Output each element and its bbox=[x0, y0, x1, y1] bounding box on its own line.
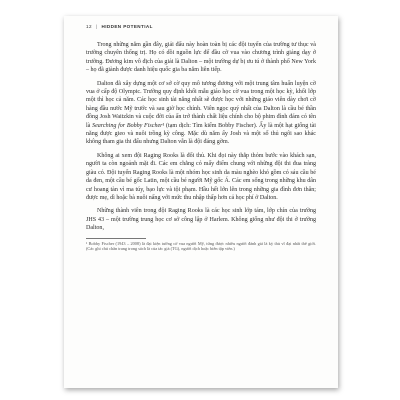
book-title: HIDDEN POTENTIAL bbox=[101, 24, 153, 29]
film-title: Searching for Bobby Fischer bbox=[92, 122, 163, 129]
book-page bbox=[64, 16, 338, 388]
footnote-divider bbox=[86, 238, 146, 239]
paragraph-2-suffix: ¹ (tạm dịch: Tìm kiếm Bobby Fischer). Ấy là một hạt giống tài năng được gieo và nuôi trồng kỳ công. Mặc dù năm ấy Josh và một số thủ ngôi sao khác không tham gia thi đấu nhưng Dalton vẫn là đội đáng gờm. bbox=[86, 122, 316, 146]
page-number: 12 bbox=[86, 24, 92, 29]
footnote: ¹ Bobby Fischer (1943 – 2008) là đại kiện tướng cờ vua người Mỹ, từng được nhiều người đánh giá là kỳ thủ vĩ đại nhất thế giới. (Các ghi chú chân trang trong sách là của tác giả (TG), người dịch hoặc biên tập viên.) bbox=[86, 240, 316, 251]
page-content bbox=[64, 16, 338, 388]
paragraph-4: Những thành viên trong đội Raging Rooks là các học sinh lớp tám, lớp chín của trường JHS 43 – một trường trung học cơ sở công lập ở Harlem. Không giống như đội thi ở trường Dalton, bbox=[86, 208, 316, 232]
paragraph-3: Không ai xem đội Raging Rooks là đối thủ. Khi đọi này thắp thỏm bước vào khách sạn, người ta còn ngoảnh mặt đi. Các em chẳng có mấy điểm chung với những đội thi đua tràng giàu có. Đội tuyển Raging Rooks là một nhóm học sinh da màu nghèo khó gồm có sáu cầu bé da đen, một cầu bé gốc Latin, một cầu bé người Mỹ gốc Á. Các em sống trong những khu dân cư hoang tàn vì ma túy, bạo lực và tội phạm. Hầu hết lớn lên trong những gia đình đơn thân; được mẹ, dì hoặc bà nuôi nấng với mức thu nhập thấp hơn cả học phí ở Dalton. bbox=[86, 152, 316, 201]
header-separator: | bbox=[95, 24, 98, 29]
body-text bbox=[86, 41, 316, 233]
running-header bbox=[86, 24, 316, 29]
paragraph-2-text: Dalton đã xây dựng một cơ sở cờ quy mô tương đương với một trung tâm huấn luyện cờ vua ở cấp độ Olympic. Trường quy định khối mẫu giáo học cờ vua trong một học kỳ, khối lớp một thì học cả năm. Các học sinh tài năng nhất sẽ được học với những giáo viên dày chơi cờ hàng đầu nước Mỹ trước và sau giờ học chính. Viên ngọc quý nhất của Dalton là cầu bé thần đồng Josh Waitzkin và cuộc đời của ấn trở thành chất liệu chính cho bộ phim đình đám có tên là bbox=[86, 80, 316, 129]
paragraph-2 bbox=[86, 80, 316, 147]
paragraph-1: Trong những năm gần đây, giải đấu này hoàn toàn bị các đội tuyển của trường tư thục và trường chuyên thống trị. Họ có dồi nguồn lực để đầu cờ vua vào chương trình giảng dạy ở trường. Đương kim vô địch của giải là Dalton – một trường dự bị ưu tú ở thành phố New York – họ đã giành được danh hiệu quốc gia ba năm liên tiếp. bbox=[86, 42, 316, 74]
